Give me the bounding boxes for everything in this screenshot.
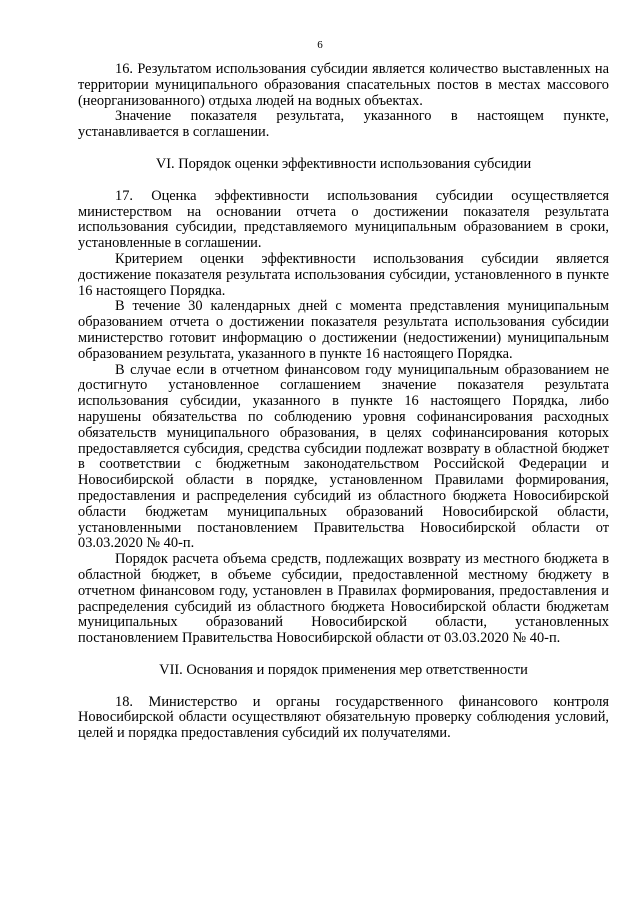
paragraph-17-criterion: Критерием оценки эффективности использования субсидии является достижение показателя результата использования субсидии, установленного в пункте 16 настоящего Порядка. <box>78 250 609 299</box>
paragraph-16-result: 16. Результатом использования субсидии является количество выставленных на территории муниципального образования спасательных постов в местах массового (неорганизованного) отдыха людей на водных объектах. <box>78 61 609 109</box>
paragraph-17-calculation: Порядок расчета объема средств, подлежащих возврату из местного бюджета в областной бюджет, в объеме субсидии, предоставленной местному бюджету в отчетном финансовом году, установлен в Правилах формирования, предоставления и распределения субсидий из областного бюджета Новосибирской области бюджетам муниципальных образований Новосибирской области, установленных постановлением Правительства Новосибирской области от 03.03.2020 № 40-п. <box>78 551 609 647</box>
paragraph-17-evaluation: 17. Оценка эффективности использования субсидии осуществляется министерством на основании отчета о достижении показателя результата использования субсидии, представляемого муниципальным образованием в сроки, установленные в соглашении. <box>78 187 609 252</box>
page-number: 6 <box>317 39 323 51</box>
paragraph-17-term: В течение 30 календарных дней с момента представления муниципальным образованием отчета о достижении показателя результата использования субсидии министерство готовит информацию о достижении (недостижении) муниципальным образованием результата, указанного в пункте 16 настоящего Порядка. <box>78 298 609 362</box>
paragraph-17-refund: В случае если в отчетном финансовом году муниципальным образованием не достигнуто установленное соглашением значение показателя результата использования субсидии, указанного в пункте 16 настоящего Порядка, либо нарушены обязательства по соблюдению уровня софинансирования расходных обязательств муниципального образования, в целях софинансирования которых предоставляется субсидия, средства субсидии подлежат возврату в областной бюджет в соответствии с бюджетным законодательством Российской Федерации и Новосибирской области в порядке, установленном Правилами формирования, предоставления и распределения субсидий из областного бюджета Новосибирской области бюджетам муниципальных образований Новосибирской области, установленными постановлением Правительства Новосибирской области от 03.03.2020 № 40-п. <box>78 361 609 552</box>
document-body <box>78 62 609 742</box>
paragraph-16-value: Значение показателя результата, указанного в настоящем пункте, устанавливается в соглашении. <box>78 108 609 141</box>
section-7-heading: VII. Основания и порядок применения мер ответственности <box>159 661 528 678</box>
paragraph-18-control: 18. Министерство и органы государственного финансового контроля Новосибирской области осуществляют обязательную проверку соблюдения условий, целей и порядка предоставления субсидий их получателями. <box>78 693 609 742</box>
section-6-heading: VI. Порядок оценки эффективности использования субсидии <box>155 155 532 172</box>
